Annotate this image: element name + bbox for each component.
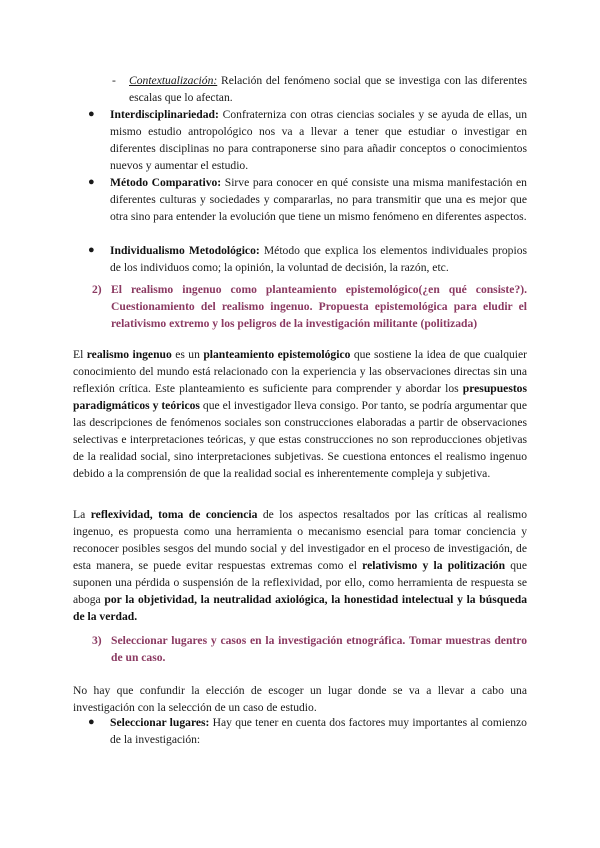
bullet-dot-icon: ● [88, 108, 95, 120]
bullet-text: Método que explica los elementos individuales propios de los individuos como; la opinión, la voluntad de decisión, la razón, etc. [110, 244, 527, 274]
bullet-term: Método Comparativo: [110, 176, 222, 189]
bullet-seleccionar-lugares [88, 714, 527, 748]
para-bold: realismo ingenuo [86, 348, 172, 361]
section-heading-3 [92, 632, 527, 666]
para-text: de los aspectos resaltados por las críticas al realismo ingenuo, es propuesta como una herramienta o mecanismo esencial para tomar conciencia y reconocer posibles sesgos del mundo social y del investigador en el proceso de investigación, de esta manera, se puede evitar respuestas extremas como el [73, 508, 527, 572]
bullet-term: Seleccionar lugares: [110, 716, 210, 729]
section-heading-2 [92, 281, 527, 332]
para-text: El [73, 348, 87, 361]
bullet-text: Sirve para conocer en qué consiste una misma manifestación en diferentes culturas y sociedades y compararlas, no para transmitir que una es mejor que otra sino para entender la evolución que tiene un mismo fenómeno en diferentes aspectos. [110, 176, 527, 223]
para-bold: relativismo y la politización [362, 559, 506, 572]
para-bold: por la objetividad, la neutralidad axiológica, la honestidad intelectual y la búsqueda de la verdad. [73, 593, 527, 623]
bullet-term: Individualismo Metodológico: [110, 244, 260, 257]
bullet-dot-icon: ● [88, 244, 95, 256]
para-bold: planteamiento epistemológico [203, 348, 351, 361]
bullet-metodo-comparativo [88, 174, 527, 225]
heading-number: 3) [92, 634, 102, 647]
contextualizacion-item [112, 72, 527, 106]
bullet-individualismo-metodologico [88, 242, 527, 276]
bullet-text: Hay que tener en cuenta dos factores muy importantes al comienzo de la investigación: [110, 716, 527, 746]
heading-number: 2) [92, 283, 102, 296]
bullet-term: Interdisciplinariedad: [110, 108, 219, 121]
bullet-interdisciplinariedad [88, 106, 527, 174]
para-text: No hay que confundir la elección de escoger un lugar donde se va a llevar a cabo una investigación con la selección de un caso de estudio. [73, 684, 527, 714]
contextualizacion-term: Contextualización: [129, 74, 218, 87]
paragraph-seleccion [73, 682, 527, 716]
paragraph-reflexividad [73, 506, 527, 625]
para-text: es un [171, 348, 204, 361]
para-text: que suponen una pérdida o suspensión de la reflexividad, por ello, como herramienta de respuesta se aboga [73, 559, 527, 606]
heading-text: El realismo ingenuo como planteamiento epistemológico(¿en qué consiste?). Cuestionamiento del realismo ingenuo. Propuesta epistemológica para eludir el relativismo extremo y los peligros de la investigación militante (politizada) [111, 283, 527, 330]
paragraph-realismo-ingenuo [73, 346, 527, 482]
para-text: La [73, 508, 91, 521]
heading-text: Seleccionar lugares y casos en la investigación etnográfica. Tomar muestras dentro de un caso. [111, 634, 527, 664]
bullet-dot-icon: ● [88, 176, 95, 188]
para-bold: reflexividad, toma de conciencia [90, 508, 258, 521]
dash-marker: - [112, 74, 116, 87]
para-text: que el investigador lleva consigo. Por tanto, se podría argumentar que las descripciones de fenómenos sociales son construcciones elaboradas a partir de observaciones selectivas e interpretaciones teóricas, y que estas construcciones no son reproducciones objetivas de la realidad social, sino interpretaciones subjetivas. Se cuestiona entonces el realismo ingenuo debido a la comprensión de que la realidad social es inherentemente compleja y subjetiva. [73, 399, 527, 480]
bullet-dot-icon: ● [88, 716, 95, 728]
para-text: que sostiene la idea de que cualquier conocimiento del mundo está relacionado con la experiencia y las observaciones directas sin una reflexión crítica. Este planteamiento es suficiente para comprender y abordar los [73, 348, 528, 395]
contextualizacion-text: Relación del fenómeno social que se investiga con las diferentes escalas que lo afectan. [129, 74, 527, 104]
para-bold: presupuestos paradigmáticos y teóricos [73, 382, 527, 412]
bullet-text: Confraterniza con otras ciencias sociales y se ayuda de ellas, un mismo estudio antropológico nos va a llevar a tener que estudiar o investigar en diferentes disciplinas no para contraponerse sino para añadir conceptos o conocimientos nuevos y aumentar el estudio. [110, 108, 527, 172]
